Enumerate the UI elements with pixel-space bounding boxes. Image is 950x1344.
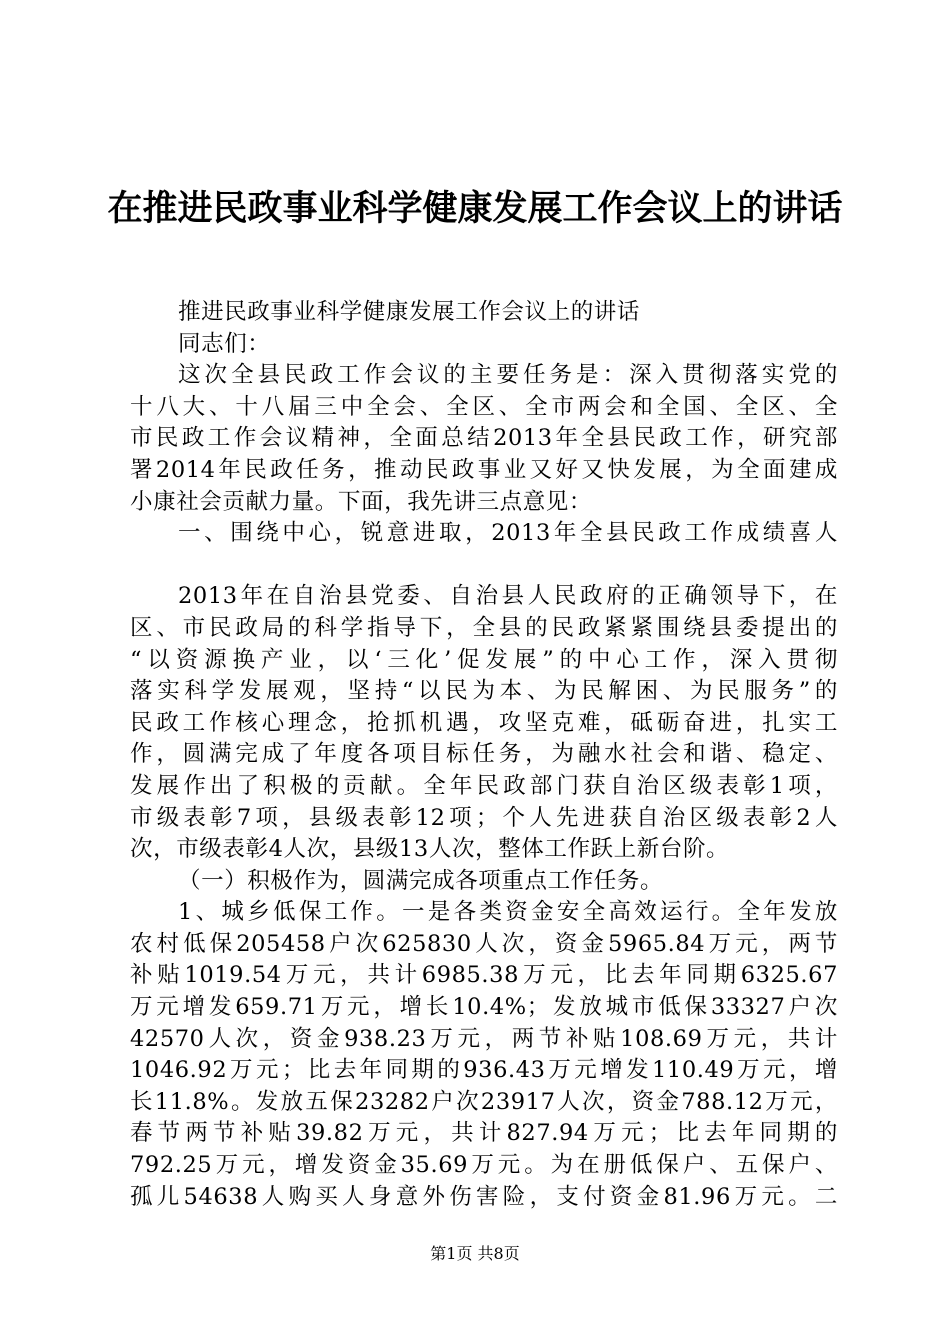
subsection-heading-line: （一）积极作为，圆满完成各项重点工作任务。 [178,867,664,894]
body-line: 春节两节补贴39.82万元，共计827.94万元；比去年同期的 [130,1120,838,1147]
body-line: 42570人次，资金938.23万元，两节补贴108.69万元，共计 [130,1025,838,1052]
body-line: 次，市级表彰4人次，县级13人次，整体工作跃上新台阶。 [130,836,730,863]
body-line: “以资源换产业，以‘三化’促发展”的中心工作，深入贯彻 [130,646,838,673]
body-line: 这次全县民政工作会议的主要任务是：深入贯彻落实党的 [178,362,838,389]
body-line: 农村低保205458户次625830人次，资金5965.84万元，两节 [130,930,838,957]
body-line: 万元增发659.71万元，增长10.4%；发放城市低保33327户次 [130,994,838,1021]
body-line: 十八大、十八届三中全会、全区、全市两会和全国、全区、全 [130,393,838,420]
document-title: 在推进民政事业科学健康发展工作会议上的讲话 [107,189,843,229]
body-line: 市民政工作会议精神，全面总结2013年全县民政工作，研究部 [130,425,838,452]
body-line: 孤儿54638人购买人身意外伤害险，支付资金81.96万元。二 [130,1183,838,1210]
body-line: 落实科学发展观，坚持“以民为本、为民解困、为民服务”的 [130,678,838,705]
body-line: 作，圆满完成了年度各项目标任务，为融水社会和谐、稳定、 [130,741,838,768]
page-footer: 第1页 共8页 [430,1244,520,1263]
body-line: 署2014年民政任务，推动民政事业又好又快发展，为全面建成 [130,456,838,483]
body-line: 民政工作核心理念，抢抓机遇，攻坚克难，砥砺奋进，扎实工 [130,709,838,736]
body-line: 区、市民政局的科学指导下，全县的民政紧紧围绕县委提出的 [130,614,838,641]
body-line: 小康社会贡献力量。下面，我先讲三点意见： [130,488,593,515]
body-line: 2013年在自治县党委、自治县人民政府的正确领导下，在 [178,583,838,610]
document-body [130,297,838,1213]
body-line: 1046.92万元；比去年同期的936.43万元增发110.49万元，增 [130,1057,838,1084]
section-heading-line: 一、围绕中心，锐意进取，2013年全县民政工作成绩喜人 [178,520,838,547]
body-line: 1、城乡低保工作。一是各类资金安全高效运行。全年发放 [178,899,838,926]
paragraph-gap [130,550,838,582]
body-line: 发展作出了积极的贡献。全年民政部门获自治区级表彰1项， [130,772,838,799]
body-line: 补贴1019.54万元，共计6985.38万元，比去年同期6325.67 [130,962,838,989]
subtitle-line: 推进民政事业科学健康发展工作会议上的讲话 [178,299,641,325]
salutation-line: 同志们： [178,330,271,357]
body-line: 792.25万元，增发资金35.69万元。为在册低保户、五保户、 [130,1152,838,1179]
body-line: 市级表彰7项，县级表彰12项；个人先进获自治区级表彰2人 [130,804,838,831]
body-line: 长11.8%。发放五保23282户次23917人次，资金788.12万元， [130,1088,838,1115]
